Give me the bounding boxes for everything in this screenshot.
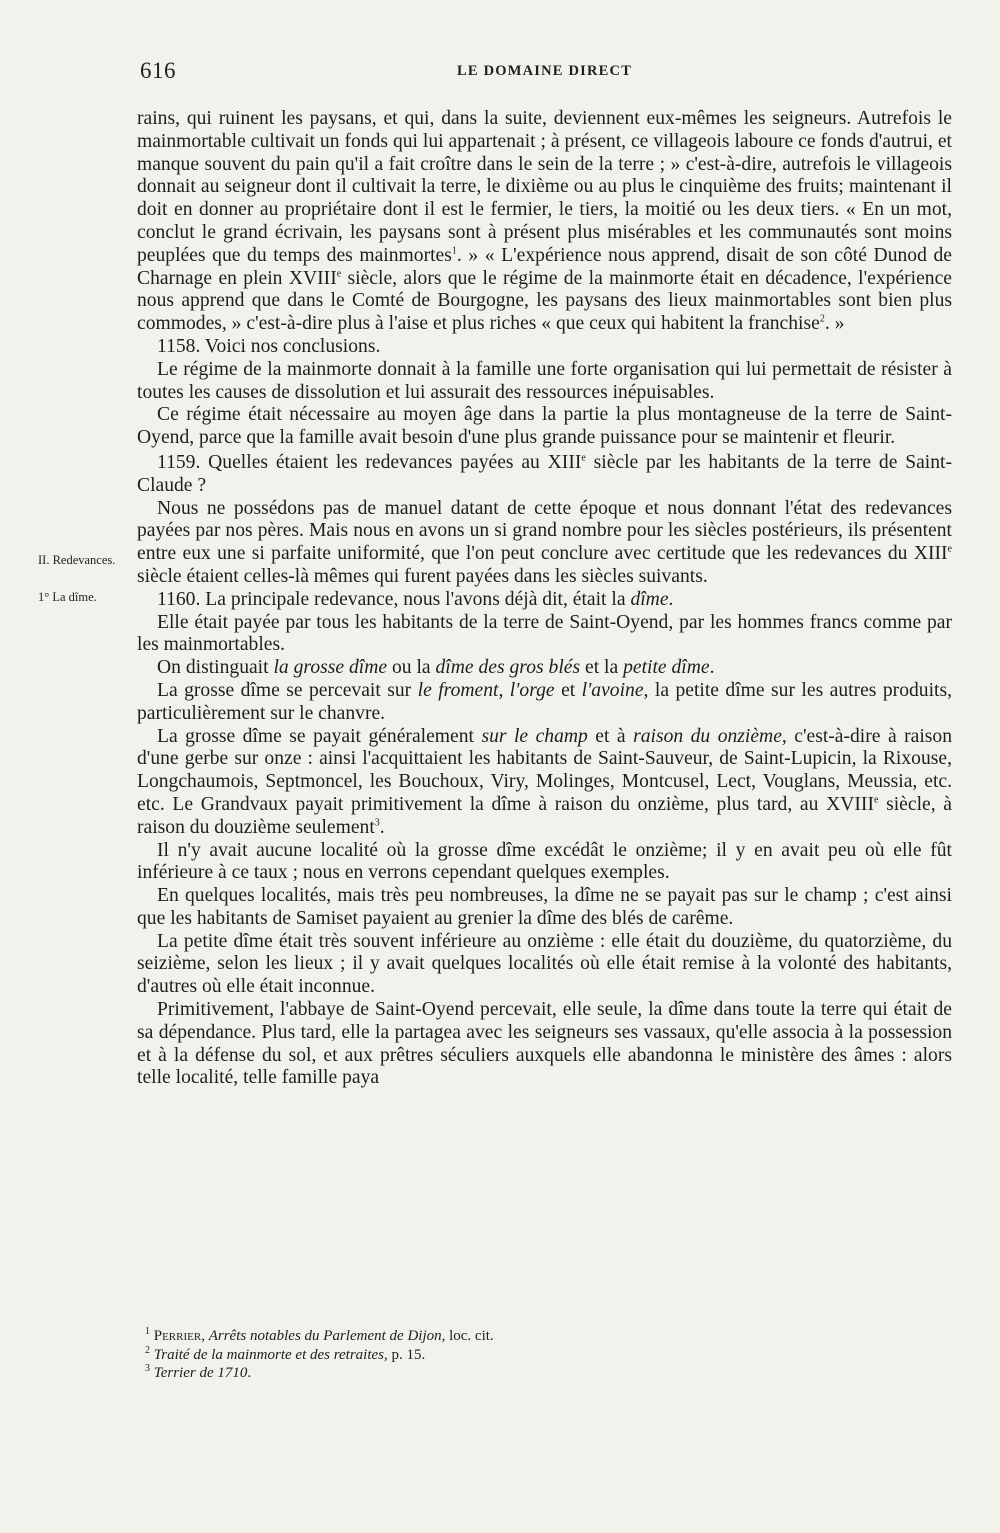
paragraph: Le régime de la mainmorte donnait à la famille une forte organisation qui lui permettait de résister à toutes les causes de dissolution et lui assurait des ressources inépuisables.	[137, 358, 952, 403]
footnote: $^2$ Traité de la mainmorte et des retraites, p. 15.	[145, 1344, 426, 1363]
footnote: $^3$ Terrier de 1710.	[145, 1363, 252, 1381]
paragraph: On distinguait la grosse dîme ou la dîme des gros blés et la petite dîme.	[157, 657, 715, 679]
paragraph: La grosse dîme se payait généralement sur le champ et à raison du onzième, c'est-à-dire à raison d'une gerbe sur onze : ainsi l'acquittaient les habitants de Saint-Sauveur, de Saint-Lupicin, la Rixouse, Longchaumois, Septmoncel, les Bouchoux, Viry, Molinges, Montcusel, Lect, Vouglans, Meussia, etc. etc. Le Grandvaux payait primitivement la dîme à raison du onzième, plus tard, au XVIIIe siècle, à raison du douzième seulement$^3$.	[137, 725, 952, 838]
paragraph: En quelques localités, mais très peu nombreuses, la dîme ne se payait pas sur le champ ; c'est ainsi que les habitants de Samiset payaient au grenier la dîme des blés de carême.	[137, 885, 952, 929]
margin-note-section: II. Redevances.	[38, 553, 116, 567]
footnote-ref: 1	[451, 245, 457, 257]
footnote-ref: 2	[819, 313, 825, 325]
paragraph: La grosse dîme se percevait sur le froment, l'orge et l'avoine, la petite dîme sur les autres produits, particulièrement sur le chanvre.	[137, 679, 952, 724]
paragraph: Ce régime était nécessaire au moyen âge dans la partie la plus montagneuse de la terre de Saint-Oyend, parce que la famille avait besoin d'une plus grande puissance pour se maintenir et fleurir.	[137, 404, 952, 449]
paragraph: 1159. Quelles étaient les redevances payées au XIIIe siècle par les habitants de la terre de Saint-Claude ?	[137, 451, 952, 496]
margin-note-subsection: 1° La dîme.	[38, 590, 97, 604]
paragraph: Primitivement, l'abbaye de Saint-Oyend percevait, elle seule, la dîme dans toute la terre qui était de sa dépendance. Plus tard, elle la partagea avec les seigneurs ses vassaux, qu'elle associa à la possession et à la défense du sol, et aux prêtres séculiers auxquels elle abandonna le ministère des âmes : alors telle localité, telle famille paya	[137, 999, 952, 1089]
paragraph: La petite dîme était très souvent inférieure au onzième : elle était du douzième, du quatorzième, du seizième, selon les lieux ; il y avait quelques localités où elle était remise à la volonté des habitants, d'autres où elle était inconnue.	[137, 930, 952, 998]
footnote: $^1$ Perrier, Arrêts notables du Parlement de Dijon, loc. cit.	[145, 1326, 494, 1344]
paragraph: Elle était payée par tous les habitants de la terre de Saint-Oyend, par les hommes francs comme par les mainmortables.	[137, 611, 952, 656]
paragraph: rains, qui ruinent les paysans, et qui, dans la suite, deviennent eux-mêmes les seigneurs. Autrefois le mainmortable cultivait un fonds qui lui appartenait ; à présent, ce villageois laboure ce fonds d'autrui, et manque souvent du pain qu'il a fait croître dans le sein de la terre ; » c'est-à-dire, autrefois le villageois donnait au seigneur dont il cultivait la terre, le dixième ou au plus le cinquième des fruits; maintenant il doit en donner au propriétaire dont il est le fermier, le tiers, la moitié ou les deux tiers. « En un mot, conclut le grand écrivain, les paysans sont à présent plus misérables et les communautés sont moins peuplées que du temps des mainmortes$^1$. » « L'expérience nous apprend, disait de son côté Dunod de Charnage en plein XVIIIe siècle, alors que le régime de la mainmorte était en décadence, l'expérience nous apprend que dans le Comté de Bourgogne, les paysans des lieux mainmortables sont bien plus commodes, » c'est-à-dire plus à l'aise et plus riches « que ceux qui habitent la franchise$^2$. »	[137, 108, 952, 335]
page-number: 616	[140, 58, 176, 83]
paragraph: 1160. La principale redevance, nous l'avons déjà dit, était la dîme.	[157, 588, 674, 610]
running-head: LE DOMAINE DIRECT	[457, 63, 633, 79]
paragraph: Nous ne possédons pas de manuel datant de cette époque et nous donnant l'état des redevances payées par nos pères. Mais nous en avons un si grand nombre pour les siècles postérieurs, ils présentent entre eux une si parfaite uniformité, que l'on peut conclure avec certitude que les redevances du XIIIe siècle étaient celles-là mêmes qui furent payées dans les siècles suivants.	[137, 497, 952, 587]
body-text	[137, 108, 952, 1090]
paragraph: Il n'y avait aucune localité où la grosse dîme excédât le onzième; il y en avait peu où elle fût inférieure à ce taux ; nous en verrons cependant quelques exemples.	[137, 839, 952, 884]
footnote-ref: 3	[374, 817, 380, 829]
paragraph: 1158. Voici nos conclusions.	[157, 335, 381, 357]
footnotes	[145, 1327, 845, 1383]
